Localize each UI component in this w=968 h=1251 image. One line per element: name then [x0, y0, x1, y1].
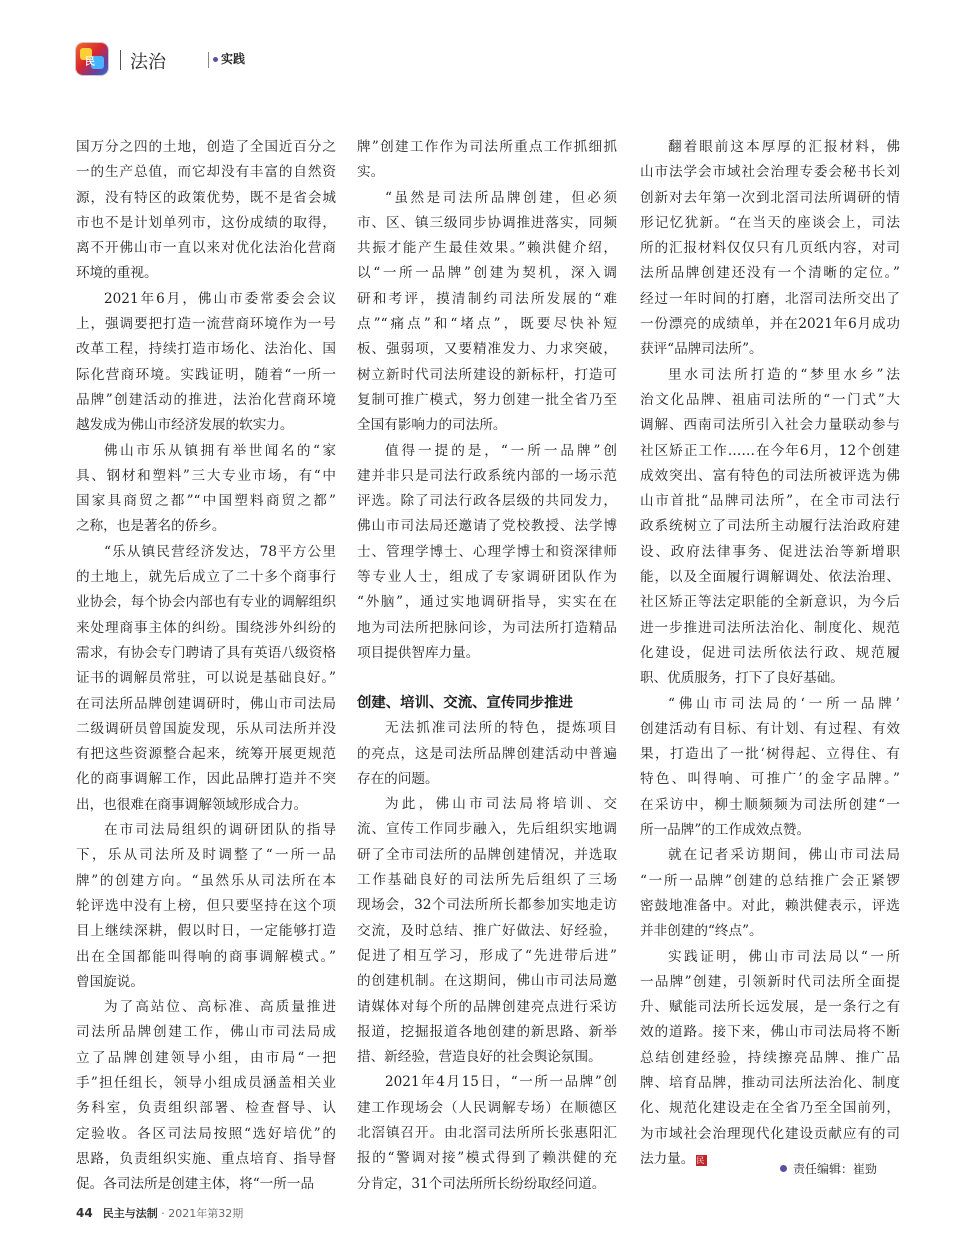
text-line: 能，以及全面履行调解调处、依法治理、: [640, 569, 900, 586]
magazine-name: 民主与法制: [102, 1207, 158, 1220]
text-line: 复制可推广模式，努力创建一批全省乃至: [357, 391, 617, 408]
text-line: 化的商事调解工作，因此品牌打造并不突: [76, 771, 336, 788]
text-line: 研和考评，摸清制约司法所发展的“难: [357, 290, 617, 307]
page-footer: [76, 1205, 243, 1221]
text-line: 为市域社会治理现代化建设贡献应有的司: [640, 1125, 900, 1142]
text-line: 请媒体对每个所的品牌创建亮点进行采访: [357, 998, 617, 1015]
text-line: 创新对去年第一次到北滘司法所调研的情: [640, 189, 900, 206]
text-line: 士、管理学博士、心理学博士和资深律师: [357, 543, 617, 560]
text-line: 并非创建的“终点”。: [640, 923, 763, 940]
text-line: 一份漂亮的成绩单，并在2021年6月成功: [640, 316, 900, 333]
article-paragraph: [357, 716, 617, 792]
text-line: 设、政府法律事务、促进法治等新增职: [640, 543, 900, 560]
end-mark-icon: 民: [696, 1155, 707, 1166]
text-line: “一所一品牌”创建的总结推广会正紧锣: [640, 872, 900, 889]
text-line: “虽然是司法所品牌创建，但必须: [385, 189, 617, 206]
text-line: 效的道路。接下来，佛山市司法局将不断: [640, 1024, 900, 1041]
section-title: 法治: [130, 52, 166, 73]
text-line: 离不开佛山市一直以来对优化法治化营商: [76, 240, 336, 257]
page-number: 44: [76, 1206, 93, 1220]
text-line: 报的“警调对接”模式得到了赖洪健的充: [357, 1150, 617, 1167]
text-line: 法所品牌创建还没有一个清晰的定位。”: [640, 265, 900, 282]
text-line: 有把这些资源整合起来，统筹开展更规范: [76, 746, 336, 763]
bullet-dot-icon: [780, 1165, 787, 1172]
text-line: 之称，也是著名的侨乡。: [76, 518, 226, 535]
text-line: 源，没有特区的政策优势，既不是省会城: [76, 189, 336, 206]
text-line: 2021年6月，佛山市委常委会会议: [104, 290, 336, 307]
text-line: 佛山市乐从镇拥有举世闻名的“家: [104, 442, 336, 459]
text-line: 分肯定，31个司法所所长纷纷取经问道。: [357, 1175, 606, 1192]
issue-label: 2021年第32期: [168, 1207, 244, 1220]
text-line: 成效突出、富有特色的司法所被评选为佛: [640, 467, 900, 484]
text-line: 出，也很难在商事调解领域形成合力。: [76, 796, 308, 813]
text-line: 工作基础良好的司法所先后组织了三场: [357, 872, 617, 889]
text-line: 越发成为佛山市经济发展的软实力。: [76, 417, 294, 434]
text-line: 具、钢材和塑料”三大专业市场，有“中: [76, 467, 336, 484]
text-line: 总结创建经验，持续擦亮品牌、推广品: [640, 1049, 900, 1066]
text-line: 上，强调要把打造一流营商环境作为一号: [76, 316, 336, 333]
text-line: 交流，及时总结、推广好做法、好经验，: [357, 922, 617, 939]
article-paragraph: [357, 792, 617, 1070]
text-line: 化、规范化建设走在全省乃至全国前列，: [640, 1100, 900, 1117]
text-line: 际化营商环境。实践证明，随着“一所一: [76, 366, 336, 383]
text-line: 一的生产总值，而它却没有丰富的自然资: [76, 164, 336, 181]
text-line: 所一品牌”的工作成效点赞。: [640, 822, 811, 839]
text-line: 评选。除了司法行政各层级的共同发力，: [357, 493, 617, 510]
bullet-dot-icon: [213, 57, 218, 62]
text-line: 升、赋能司法所长远发展，是一条行之有: [640, 999, 900, 1016]
text-line: 社区矫正工作……在今年6月，12个创建: [640, 442, 900, 459]
text-line: 存在的问题。: [357, 770, 439, 787]
header-divider-small: [208, 52, 209, 68]
text-line: 手”担任组长，领导小组成员涵盖相关业: [76, 1074, 336, 1091]
text-line: “佛山市司法局的‘一所一品牌’: [668, 695, 900, 712]
text-line: 进一步推进司法所法治化、制度化、规范: [640, 619, 900, 636]
text-line: 的土地上，就先后成立了二十多个商事行: [76, 569, 336, 586]
text-line: 目上继续深耕，假以时日，一定能够打造: [76, 923, 336, 940]
text-line: 在采访中，柳士顺频频为司法所创建“一: [640, 796, 900, 813]
magazine-logo-icon: [76, 43, 108, 75]
text-line: “外脑”，通过实地调研指导，实实在在: [357, 594, 617, 611]
text-line: 来处理商事主体的纠纷。围绕涉外纠纷的: [76, 619, 336, 636]
text-line: 二级调研员曾国旋发现，乐从司法所并没: [76, 720, 336, 737]
text-line: 促。各司法所是创建主体，将“一所一品: [76, 1176, 315, 1193]
article-paragraph: [640, 363, 900, 692]
text-line: 牌”创建工作作为司法所重点工作抓细抓: [357, 139, 617, 155]
text-line: 果，打造出了一批‘树得起、立得住、有: [640, 746, 900, 763]
text-line: 曾国旋说。: [76, 973, 144, 990]
text-line: 促进了相互学习，形成了“先进带后进”: [357, 947, 617, 964]
text-line: 翻着眼前这本厚厚的汇报材料，佛: [668, 139, 900, 155]
text-line: 环境的重视。: [76, 265, 158, 282]
text-line: 调解、西南司法所引入社会力量联动参与: [640, 417, 900, 434]
text-line: 建并非只是司法行政系统内部的一场示范: [357, 467, 617, 484]
text-line: 品牌”创建活动的推进，法治化营商环境: [76, 391, 336, 408]
text-line: 务科室，负责组织部署、检查督导、认: [76, 1100, 336, 1117]
text-line: 树立新时代司法所建设的新标杆，打造可: [357, 366, 617, 383]
section-subheading: 创建、培训、交流、宣传同步推进: [357, 695, 573, 712]
text-line: 在市司法局组织的调研团队的指导: [104, 822, 336, 839]
text-line: 化建设，促进司法所依法行政、规范履: [640, 644, 900, 661]
article-paragraph: [357, 186, 617, 439]
text-line: 项目提供智库力量。: [357, 644, 480, 661]
article-paragraph: [640, 945, 900, 1173]
header-divider: [120, 50, 121, 70]
text-line: 业协会，每个协会内部也有专业的调解组织: [76, 594, 336, 611]
text-line: 流、宣传工作同步融入，先后组织实地调: [357, 821, 617, 838]
text-line: 司法所品牌创建工作，佛山市司法局成: [76, 1024, 336, 1041]
text-line: 轮评选中没有上榜，但只要坚持在这个项: [76, 897, 336, 914]
text-line: 山市首批“品牌司法所”，在全市司法行: [640, 493, 900, 510]
text-line: 2021年4月15日，“一所一品牌”创: [385, 1074, 617, 1091]
text-line: 措、新经验，营造良好的社会舆论氛围。: [357, 1049, 602, 1066]
text-line: 社区矫正等法定职能的全新意识，为今后: [640, 594, 900, 611]
text-line: 报道，挖掘报道各地创建的新思路、新举: [357, 1023, 617, 1040]
responsible-editor: 责任编辑：崔勁: [793, 1162, 878, 1176]
page-header: [72, 40, 932, 80]
text-line: “乐从镇民营经济发达，78平方公里: [104, 543, 336, 560]
article-paragraph: [76, 135, 336, 287]
article-paragraph: [76, 540, 336, 818]
text-line: 思路，负责组织实施、重点培育、指导督: [76, 1150, 336, 1167]
text-line: 研了全市司法所的品牌创建情况，并选取: [357, 846, 617, 863]
article-paragraph: [640, 135, 900, 363]
text-line: 立了品牌创建领导小组，由市局“一把: [76, 1049, 336, 1066]
text-line: 里水司法所打造的“梦里水乡”法: [668, 366, 900, 383]
text-line: 点”“痛点”和“堵点”，既要尽快补短: [357, 316, 617, 333]
text-line: 市、区、镇三级同步协调推进落实，同频: [357, 214, 617, 231]
subsection-label: 实践: [221, 52, 246, 66]
article-paragraph: [357, 135, 617, 186]
text-line: 地为司法所把脉问诊，为司法所打造精品: [357, 619, 617, 636]
text-line: 职、优质服务，打下了良好基础。: [640, 670, 844, 687]
text-line: 市也不是计划单列市，这份成绩的取得，: [76, 214, 336, 231]
article-column-2: [357, 135, 617, 1197]
text-line: 法力量。 民: [640, 1147, 900, 1172]
text-line: 形记忆犹新。“在当天的座谈会上，司法: [640, 214, 900, 231]
text-line: 的亮点，这是司法所品牌创建活动中普遍: [357, 745, 617, 762]
text-line: 板、强弱项，又要精准发力、力求突破，: [357, 341, 617, 358]
text-line: 特色、叫得响、可推广’的金字品牌。”: [640, 771, 900, 788]
text-line: 国家具商贸之都”“中国塑料商贸之都”: [76, 493, 336, 510]
text-line: 牌”的创建方向。“虽然乐从司法所在本: [76, 872, 336, 889]
text-line: 无法抓准司法所的特色，提炼项目: [385, 720, 617, 737]
article-paragraph: [357, 1070, 617, 1196]
text-line: 改革工程，持续打造市场化、法治化、国: [76, 341, 336, 358]
text-line: 佛山市司法局还邀请了党校教授、法学博: [357, 518, 617, 535]
text-line: 创建活动有目标、有计划、有过程、有效: [640, 720, 900, 737]
article-paragraph: [76, 818, 336, 995]
text-line: 共振才能产生最佳效果。”赖洪健介绍，: [357, 240, 617, 257]
article-paragraph: [640, 843, 900, 944]
text-line: 需求，有协会专门聘请了具有英语八级资格: [76, 644, 336, 661]
text-line: 一品牌”创建，引领新时代司法所全面提: [640, 973, 900, 990]
text-line: 为了高站位、高标准、高质量推进: [104, 999, 336, 1016]
text-line: 定验收。各区司法局按照“选好培优”的: [76, 1125, 336, 1142]
text-line: 以“一所一品牌”创建为契机，深入调: [357, 265, 617, 282]
article-column-3: [640, 135, 900, 1172]
text-line: 所的汇报材料仅仅只有几页纸内容，对司: [640, 240, 900, 257]
text-line: 出在全国都能叫得响的商事调解模式。”: [76, 948, 336, 965]
article-paragraph: [76, 287, 336, 439]
text-line: 治文化品牌、祖庙司法所的“一门式”大: [640, 391, 900, 408]
text-line: 现场会，32个司法所所长都参加实地走访: [357, 897, 617, 914]
text-line: 值得一提的是，“一所一品牌”创: [385, 442, 617, 459]
text-line: 山市法学会市域社会治理专委会秘书长刘: [640, 164, 900, 181]
text-line: 实。: [357, 164, 385, 181]
text-line: 经过一年时间的打磨，北滘司法所交出了: [640, 290, 900, 307]
text-line: 实践证明，佛山市司法局以“一所: [668, 948, 900, 965]
article-paragraph: [640, 692, 900, 844]
text-line: 就在记者采访期间，佛山市司法局: [668, 847, 900, 864]
article-paragraph: [357, 439, 617, 667]
text-line: 牌、培育品牌，推动司法所法治化、制度: [640, 1074, 900, 1091]
text-line: 为此，佛山市司法局将培训、交: [385, 796, 617, 813]
text-line: 证书的调解员常驻，可以说是基础良好。”: [76, 670, 336, 687]
text-line: 的创建机制。在这期间，佛山市司法局邀: [357, 973, 617, 990]
article-paragraph: [76, 439, 336, 540]
logo-text: 民: [85, 57, 95, 68]
footer-separator: ·: [157, 1207, 169, 1220]
text-line: 等专业人士，组成了专家调研团队作为: [357, 569, 617, 586]
text-line: 政系统树立了司法所主动履行法治政府建: [640, 518, 900, 535]
text-line: 密鼓地准备中。对此，赖洪健表示，评选: [640, 897, 900, 914]
text-line: 在司法所品牌创建调研时，佛山市司法局: [76, 695, 336, 712]
article-paragraph: [76, 995, 336, 1197]
article-column-1: [76, 135, 336, 1197]
text-line: 建工作现场会（人民调解专场）在顺德区: [357, 1099, 617, 1116]
text-line: 下，乐从司法所及时调整了“一所一品: [76, 847, 336, 864]
text-line: 全国有影响力的司法所。: [357, 417, 507, 434]
text-line: 获评“品牌司法所”。: [640, 341, 763, 358]
text-line: 国万分之四的土地，创造了全国近百分之: [76, 139, 336, 155]
text-line: 北滘镇召开。由北滘司法所所长张惠阳汇: [357, 1124, 617, 1141]
